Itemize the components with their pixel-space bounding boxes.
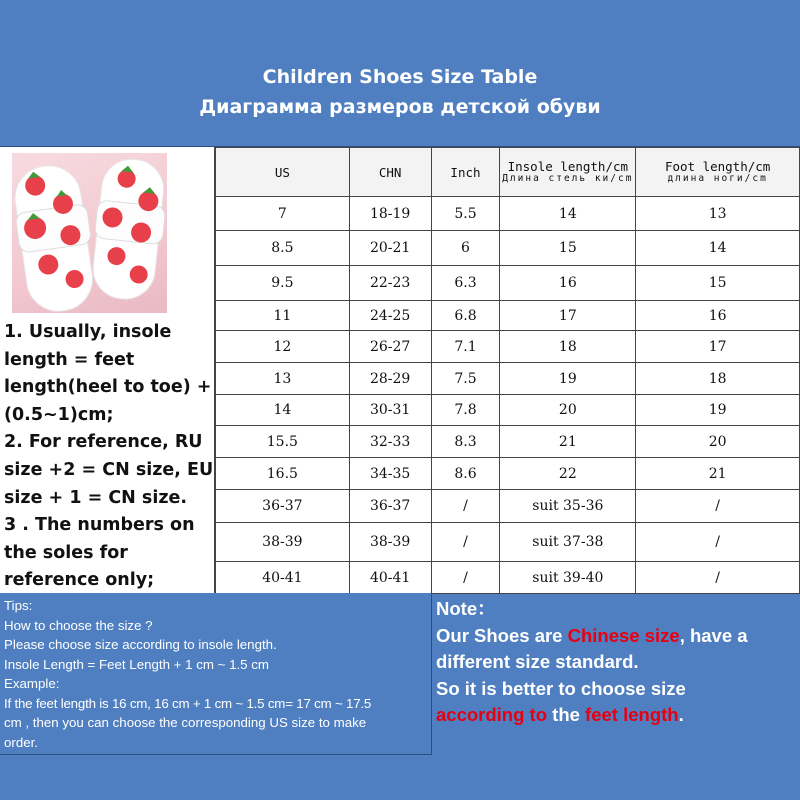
cell: / bbox=[636, 562, 800, 594]
header-inch: Inch bbox=[431, 148, 500, 197]
note-line: length(heel to toe) + bbox=[4, 377, 212, 398]
feet-length-highlight: feet length bbox=[585, 704, 679, 725]
cell: 18 bbox=[636, 363, 800, 395]
cell: 15 bbox=[500, 231, 636, 266]
strawberry-slipper-photo bbox=[12, 153, 167, 313]
header-foot-length: Foot length/cm длина ноги/cm bbox=[636, 148, 800, 197]
tips-line: Insole Length = Feet Length + 1 cm ~ 1.5 cm bbox=[4, 656, 269, 672]
cell: 7 bbox=[216, 197, 350, 231]
tips-line: Tips: bbox=[4, 598, 33, 613]
cell: 13 bbox=[216, 363, 350, 395]
table-row bbox=[216, 266, 800, 301]
table-row bbox=[216, 363, 800, 395]
cell: suit 35-36 bbox=[500, 490, 636, 523]
tips-panel bbox=[0, 593, 432, 755]
note-line: the soles for bbox=[4, 542, 128, 563]
cell: 15.5 bbox=[216, 426, 350, 458]
table-header-row bbox=[216, 148, 800, 197]
cell: 11 bbox=[216, 301, 350, 331]
tips-line: How to choose the size ? bbox=[4, 617, 153, 633]
header-insole-length: Insole length/cm Длина стель ки/cm bbox=[500, 148, 636, 197]
cell: / bbox=[431, 523, 500, 562]
note-line: different size standard. bbox=[436, 651, 639, 672]
table-row bbox=[216, 490, 800, 523]
table-row bbox=[216, 231, 800, 266]
note-line: 3 . The numbers on bbox=[4, 515, 195, 536]
cell: 36-37 bbox=[349, 490, 431, 523]
cell: 40-41 bbox=[349, 562, 431, 594]
cell: 34-35 bbox=[349, 458, 431, 490]
header-banner bbox=[0, 0, 800, 147]
size-table bbox=[215, 147, 800, 594]
cell: 20-21 bbox=[349, 231, 431, 266]
note-title: Note： bbox=[436, 598, 496, 619]
tips-line: order. bbox=[4, 734, 39, 750]
cell: 24-25 bbox=[349, 301, 431, 331]
table-row bbox=[216, 301, 800, 331]
page-subtitle-russian: Диаграмма размеров детской обуви bbox=[199, 96, 601, 118]
cell: 17 bbox=[636, 331, 800, 363]
page-title: Children Shoes Size Table bbox=[262, 66, 538, 88]
note-line: Our Shoes are Chinese size, have a bbox=[436, 624, 748, 646]
cell: / bbox=[431, 490, 500, 523]
cell: 36-37 bbox=[216, 490, 350, 523]
table-row bbox=[216, 523, 800, 562]
cell: 16.5 bbox=[216, 458, 350, 490]
cell: 6 bbox=[431, 231, 500, 266]
table-row bbox=[216, 331, 800, 363]
cell: / bbox=[636, 523, 800, 562]
table-row bbox=[216, 426, 800, 458]
cell: 32-33 bbox=[349, 426, 431, 458]
cell: 14 bbox=[216, 395, 350, 426]
note-panel bbox=[436, 596, 798, 729]
cell: 18-19 bbox=[349, 197, 431, 231]
cell: 7.8 bbox=[431, 395, 500, 426]
cell: 15 bbox=[636, 266, 800, 301]
cell: 12 bbox=[216, 331, 350, 363]
cell: 7.1 bbox=[431, 331, 500, 363]
cell: 20 bbox=[636, 426, 800, 458]
cell: 30-31 bbox=[349, 395, 431, 426]
cell: 5.5 bbox=[431, 197, 500, 231]
note-line: 2. For reference, RU bbox=[4, 432, 203, 453]
cell: 21 bbox=[500, 426, 636, 458]
cell: 17 bbox=[500, 301, 636, 331]
cell: 20 bbox=[500, 395, 636, 426]
note-line: length = feet bbox=[4, 349, 135, 370]
table-row bbox=[216, 458, 800, 490]
table-row bbox=[216, 562, 800, 594]
cell: 6.3 bbox=[431, 266, 500, 301]
tips-line: Please choose size according to insole length. bbox=[4, 637, 277, 652]
cell: 8.5 bbox=[216, 231, 350, 266]
cell: 8.3 bbox=[431, 426, 500, 458]
note-line: size + 1 = CN size. bbox=[4, 487, 188, 508]
cell: 19 bbox=[636, 395, 800, 426]
cell: 16 bbox=[500, 266, 636, 301]
header-us: US bbox=[216, 148, 350, 197]
table-row bbox=[216, 395, 800, 426]
header-chn: CHN bbox=[349, 148, 431, 197]
cell: / bbox=[431, 562, 500, 594]
note-line: 1. Usually, insole bbox=[4, 322, 172, 342]
tips-line: Example: bbox=[4, 676, 60, 691]
cell: / bbox=[636, 490, 800, 523]
cell: 18 bbox=[500, 331, 636, 363]
note-line: reference only; bbox=[4, 570, 155, 591]
cell: 26-27 bbox=[349, 331, 431, 363]
cell: 19 bbox=[500, 363, 636, 395]
cell: 28-29 bbox=[349, 363, 431, 395]
according-to-highlight: according to bbox=[436, 704, 548, 725]
cell: 38-39 bbox=[216, 523, 350, 562]
note-line: according to the feet length. bbox=[436, 704, 684, 725]
cell: 6.8 bbox=[431, 301, 500, 331]
note-line: (0.5~1)cm; bbox=[4, 404, 114, 425]
cell: 13 bbox=[636, 197, 800, 231]
cell: suit 39-40 bbox=[500, 562, 636, 594]
cell: 40-41 bbox=[216, 562, 350, 594]
cell: 7.5 bbox=[431, 363, 500, 395]
note-line: size +2 = CN size, EU bbox=[4, 459, 214, 480]
cell: 8.6 bbox=[431, 458, 500, 490]
cell: 22-23 bbox=[349, 266, 431, 301]
cell: 9.5 bbox=[216, 266, 350, 301]
note-line: So it is better to choose size bbox=[436, 677, 686, 699]
cell: 21 bbox=[636, 458, 800, 490]
chinese-size-highlight: Chinese size bbox=[567, 624, 680, 646]
cell: 22 bbox=[500, 458, 636, 490]
cell: 14 bbox=[636, 231, 800, 266]
cell: suit 37-38 bbox=[500, 523, 636, 562]
size-notes bbox=[4, 319, 214, 595]
cell: 38-39 bbox=[349, 523, 431, 562]
tips-line: cm , then you can choose the corresponding US size to make bbox=[4, 715, 367, 730]
table-row bbox=[216, 197, 800, 231]
cell: 16 bbox=[636, 301, 800, 331]
left-panel bbox=[0, 147, 215, 593]
cell: 14 bbox=[500, 197, 636, 231]
tips-line: If the feet length is 16 cm, 16 cm + 1 cm ~ 1.5 cm= 17 cm ~ 17.5 bbox=[4, 695, 372, 711]
